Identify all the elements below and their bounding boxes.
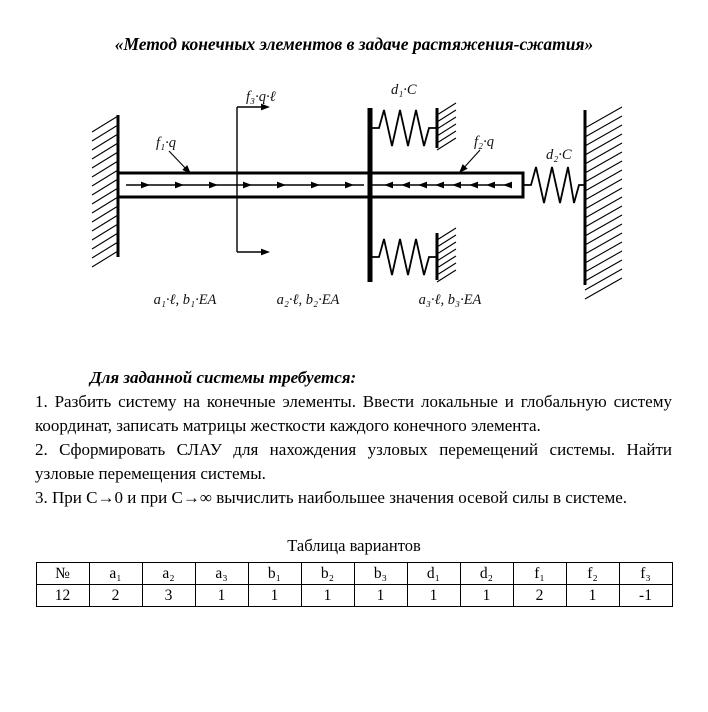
hatch-line <box>437 228 456 240</box>
hatch-line <box>585 152 622 173</box>
hatch-line <box>92 152 118 168</box>
value-cell-d1: 1 <box>407 585 460 607</box>
value-cell-f3: -1 <box>619 585 672 607</box>
system-diagram <box>0 70 708 320</box>
hatch-line <box>437 249 456 261</box>
task-item-1: 1. Разбить систему на конечные элементы. Ввести локальные и глобальную систему координат, записать матрицы жесткости каждого конечного элемента. <box>35 392 672 435</box>
hatch-line <box>585 188 622 209</box>
header-cell-f1: f₁ <box>513 563 566 585</box>
table-header-row <box>36 563 672 585</box>
label-segment2: a₂·ℓ, b₂·EA <box>276 292 340 308</box>
hatch-line <box>437 124 456 136</box>
hatch-line <box>585 269 622 290</box>
top-support-hatching <box>437 103 456 150</box>
header-cell-a3: a₃ <box>195 563 248 585</box>
hatch-line <box>92 179 118 195</box>
tasks-heading: Для заданной системы требуется: <box>90 368 357 387</box>
hatch-line <box>92 197 118 213</box>
hatch-line <box>92 251 118 267</box>
header-cell-no: № <box>36 563 89 585</box>
label-d2c: d₂·C <box>546 147 572 163</box>
value-cell-d2: 1 <box>460 585 513 607</box>
label-segment3: a₃·ℓ, b₃·EA <box>418 292 482 308</box>
header-cell-b2: b₂ <box>301 563 354 585</box>
hatch-line <box>437 103 456 115</box>
value-cell-b3: 1 <box>354 585 407 607</box>
header-cell-d1: d₁ <box>407 563 460 585</box>
hatch-line <box>585 206 622 227</box>
value-cell-no: 12 <box>36 585 89 607</box>
arrowhead <box>261 249 270 256</box>
page-title: «Метод конечных элементов в задаче растяжения-сжатия» <box>114 34 594 54</box>
hatch-line <box>437 242 456 254</box>
task-text-block <box>35 366 672 510</box>
label-f3ql: f₃·q·ℓ <box>246 89 276 105</box>
value-cell-f1: 2 <box>513 585 566 607</box>
hatch-line <box>585 161 622 182</box>
value-cell-a2: 3 <box>142 585 195 607</box>
hatch-line <box>92 161 118 177</box>
hatch-line <box>92 116 118 132</box>
header-cell-a1: a₁ <box>89 563 142 585</box>
table-caption: Таблица вариантов <box>287 536 421 555</box>
hatch-line <box>437 263 456 275</box>
table-data-row <box>36 585 672 607</box>
hatch-line <box>585 107 622 128</box>
hatch-line <box>437 256 456 268</box>
hatch-line <box>585 179 622 200</box>
bottom-support-hatching <box>437 228 456 282</box>
header-cell-a2: a₂ <box>142 563 195 585</box>
hatch-line <box>585 215 622 236</box>
hatch-line <box>437 131 456 143</box>
value-cell-b1: 1 <box>248 585 301 607</box>
hatch-line <box>437 117 456 129</box>
hatch-line <box>92 206 118 222</box>
hatch-line <box>92 233 118 249</box>
left-wall-hatching <box>92 116 118 267</box>
label-segment1: a₁·ℓ, b₁·EA <box>153 292 217 308</box>
hatch-line <box>585 242 622 263</box>
hatch-line <box>585 278 622 299</box>
hatch-line <box>585 116 622 137</box>
header-cell-d2: d₂ <box>460 563 513 585</box>
hatch-line <box>92 125 118 141</box>
value-cell-a1: 2 <box>89 585 142 607</box>
hatch-line <box>585 233 622 254</box>
header-cell-b3: b₃ <box>354 563 407 585</box>
value-cell-b2: 1 <box>301 585 354 607</box>
spring-d1-top <box>372 110 437 146</box>
task-item-2: 2. Сформировать СЛАУ для нахождения узловых перемещений системы. Найти узловые перемещения системы. <box>35 440 672 483</box>
hatch-line <box>585 143 622 164</box>
hatch-line <box>437 110 456 122</box>
label-f1q: f₁·q <box>156 135 176 151</box>
header-cell-f2: f₂ <box>566 563 619 585</box>
document-page <box>0 32 708 607</box>
value-cell-a3: 1 <box>195 585 248 607</box>
hatch-line <box>585 251 622 272</box>
hatch-line <box>92 188 118 204</box>
variants-table <box>36 562 673 607</box>
hatch-line <box>585 224 622 245</box>
hatch-line <box>92 134 118 150</box>
hatch-line <box>585 134 622 155</box>
hatch-line <box>92 224 118 240</box>
hatch-line <box>585 260 622 281</box>
hatch-line <box>585 125 622 146</box>
hatch-line <box>92 170 118 186</box>
label-f2q: f₂·q <box>474 134 494 150</box>
header-cell-b1: b₁ <box>248 563 301 585</box>
label-d1c: d₁·C <box>391 82 417 98</box>
hatch-line <box>92 143 118 159</box>
hatch-line <box>437 270 456 282</box>
hatch-line <box>92 242 118 258</box>
hatch-line <box>92 215 118 231</box>
hatch-line <box>585 197 622 218</box>
right-wall-hatching <box>585 107 622 299</box>
value-cell-f2: 1 <box>566 585 619 607</box>
task-item-3: 3. При С→0 и при С→∞ вычислить наибольшее значения осевой силы в системе. <box>35 488 628 507</box>
hatch-line <box>437 138 456 150</box>
header-cell-f3: f₃ <box>619 563 672 585</box>
spring-d2 <box>523 167 585 203</box>
spring-d1-bottom <box>372 239 437 275</box>
hatch-line <box>437 235 456 247</box>
hatch-line <box>585 170 622 191</box>
